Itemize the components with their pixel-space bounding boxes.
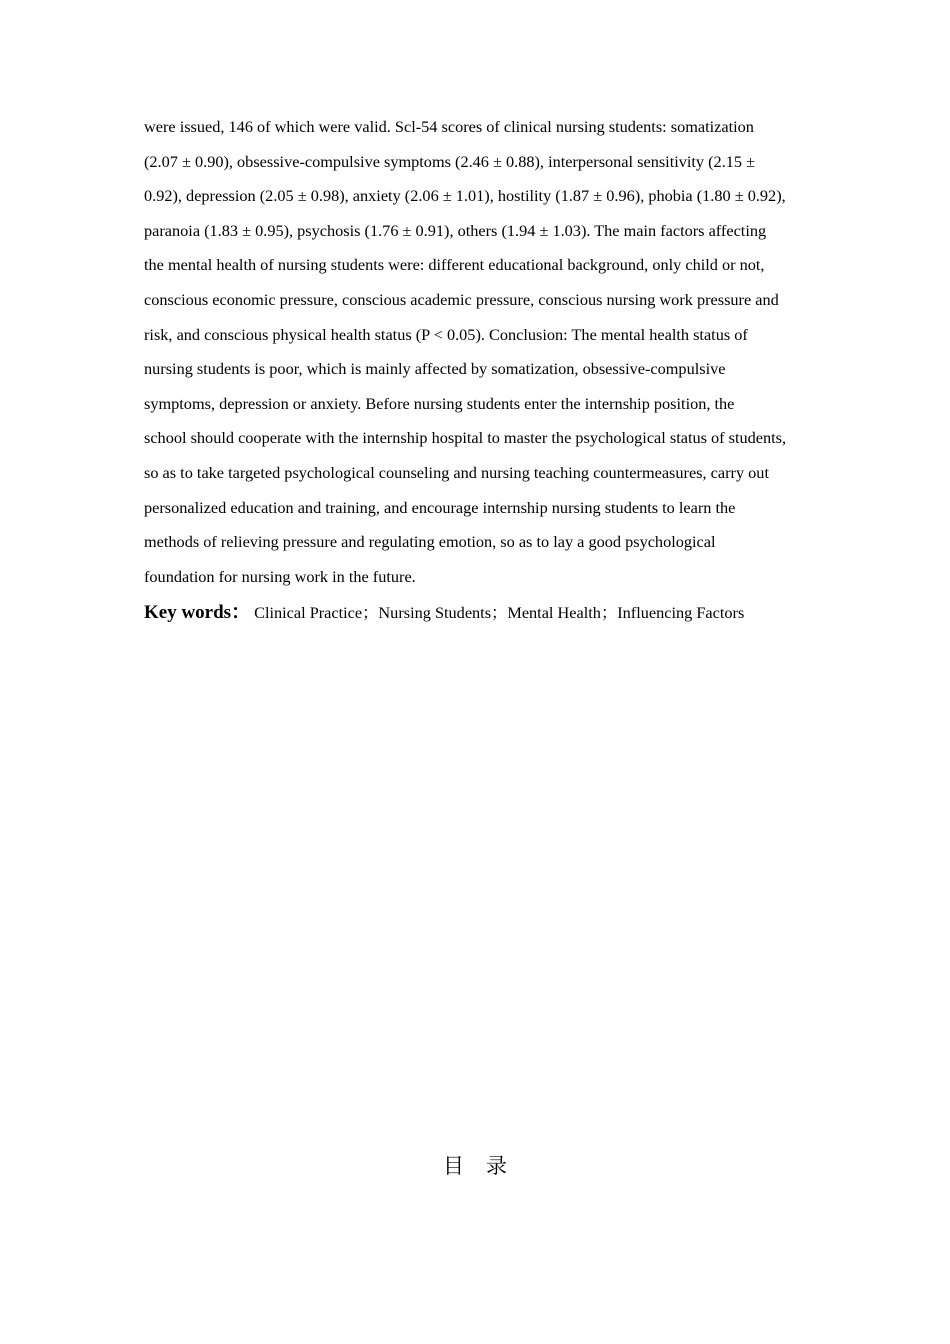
keyword-item: Influencing Factors	[617, 603, 745, 622]
keyword-item: Mental Health	[507, 603, 601, 622]
abstract-line: nursing students is poor, which is mainly affected by somatization, obsessive-compulsive	[144, 359, 726, 379]
abstract-line: symptoms, depression or anxiety. Before nursing students enter the internship position, the	[144, 393, 735, 413]
abstract-line: personalized education and training, and encourage internship nursing students to learn the	[144, 497, 736, 517]
keywords-label: Key words：	[144, 602, 251, 623]
toc-heading-char: 目	[443, 1154, 464, 1178]
keyword-item: Nursing Students	[378, 603, 492, 622]
abstract-line: school should cooperate with the internship hospital to master the psychological status of students,	[144, 428, 787, 448]
abstract-line: risk, and conscious physical health status (P < 0.05). Conclusion: The mental health status of	[144, 324, 748, 344]
abstract-line: were issued, 146 of which were valid. Scl-54 scores of clinical nursing students: somatization	[144, 117, 754, 136]
keyword-item: Clinical Practice	[254, 603, 363, 622]
table-of-contents-heading	[0, 1148, 950, 1184]
abstract-body	[144, 110, 814, 594]
abstract-line: so as to take targeted psychological counseling and nursing teaching countermeasures, carry out	[144, 462, 769, 482]
abstract-line: (2.07 ± 0.90), obsessive-compulsive symptoms (2.46 ± 0.88), interpersonal sensitivity (2.15 ±	[144, 151, 756, 171]
keyword-separator: ；	[491, 603, 508, 622]
abstract-line: the mental health of nursing students were: different educational background, only child or not,	[144, 255, 765, 275]
abstract-line: paranoia (1.83 ± 0.95), psychosis (1.76 ± 0.91), others (1.94 ± 1.03). The main factors affecting	[144, 220, 767, 240]
keyword-separator: ；	[362, 603, 379, 622]
abstract-line: methods of relieving pressure and regulating emotion, so as to lay a good psychological	[144, 532, 716, 552]
toc-heading-char: 录	[486, 1154, 507, 1178]
keywords-line	[144, 597, 844, 630]
abstract-line: foundation for nursing work in the future.	[144, 566, 416, 586]
abstract-line: conscious economic pressure, conscious academic pressure, conscious nursing work pressure and	[144, 289, 779, 309]
abstract-line: 0.92), depression (2.05 ± 0.98), anxiety (2.06 ± 1.01), hostility (1.87 ± 0.96), phobia (1.80 ± 0.92),	[144, 186, 786, 206]
keyword-separator: ；	[600, 603, 618, 622]
